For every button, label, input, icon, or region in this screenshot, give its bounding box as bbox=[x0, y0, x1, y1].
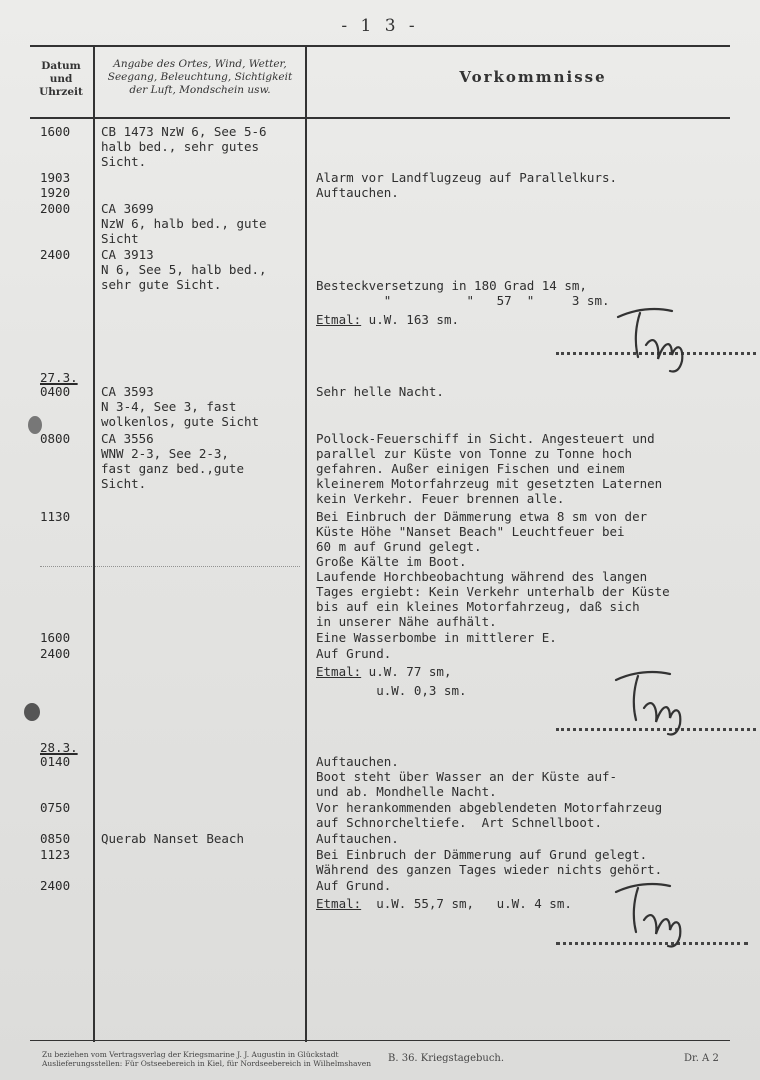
event-entry: Sehr helle Nacht. bbox=[316, 384, 444, 399]
separator-dots bbox=[40, 566, 300, 567]
location-entry: CA 3913 N 6, See 5, halb bed., sehr gute Sicht. bbox=[101, 247, 267, 292]
location-entry: CA 3699 NzW 6, halb bed., gute Sicht bbox=[101, 201, 267, 246]
header-angabe-line: Seegang, Beleuchtung, Sichtigkeit bbox=[107, 71, 293, 83]
date-entry: 27.3. bbox=[40, 370, 78, 385]
etmal-line bbox=[316, 661, 467, 699]
footer-publisher: Zu beziehen vom Vertragsverlag der Kriegsmarine J. J. Augustin in Glückstadt Auslieferungsstellen: Für Ostseebereich in Kiel, für Nordseebereich in Wilhelmshaven bbox=[42, 1050, 372, 1068]
signature bbox=[608, 668, 698, 738]
signature bbox=[610, 305, 700, 375]
header-angabe bbox=[95, 58, 305, 97]
event-entry: Pollock-Feuerschiff in Sicht. Angesteuert und parallel zur Küste von Tonne zu Tonne hoch gefahren. Außer einigen Fischen und einem kleinerem Motorfahrzeug mit gesetzten Laternen kein Verkehr. Feuer brennen alle. bbox=[316, 431, 663, 506]
header-vorkommnisse: Vorkommnisse bbox=[459, 68, 607, 86]
event-entry: Vor herankommenden abgeblendeten Motorfahrzeug auf Schnorcheltiefe. Art Schnellboot. bbox=[316, 800, 663, 830]
time-entry: 1903 bbox=[40, 170, 71, 185]
event-entry: Eine Wasserbombe in mittlerer E. bbox=[316, 630, 557, 645]
etmal-label: Etmal: bbox=[316, 312, 362, 327]
time-entry: 2400 bbox=[40, 878, 71, 893]
time-entry: 1600 bbox=[40, 630, 71, 645]
time-entry: 1600 bbox=[40, 124, 71, 139]
punch-hole bbox=[28, 416, 42, 434]
event-entry: Bei Einbruch der Dämmerung auf Grund gelegt. Während des ganzen Tages wieder nichts gehört. bbox=[316, 847, 663, 877]
header-datum-line: Datum bbox=[41, 60, 81, 72]
event-entry: Besteckversetzung in 180 Grad 14 sm, " " 57 " 3 sm. bbox=[316, 278, 610, 308]
column-rule-1 bbox=[93, 46, 95, 1042]
footer-form-number: B. 36. Kriegstagebuch. bbox=[388, 1053, 505, 1064]
header-bottom-rule bbox=[30, 117, 730, 119]
location-entry: CA 3556 WNW 2-3, See 2-3, fast ganz bed.,gute Sicht. bbox=[101, 431, 244, 491]
time-entry: 2400 bbox=[40, 646, 71, 661]
etmal-value: u.W. 77 sm, u.W. 0,3 sm. bbox=[368, 664, 467, 698]
etmal-value: u.W. 55,7 sm, u.W. 4 sm. bbox=[361, 896, 572, 911]
event-entry: Alarm vor Landflugzeug auf Parallelkurs. bbox=[316, 170, 618, 185]
punch-hole bbox=[24, 703, 40, 721]
event-entry: Bei Einbruch der Dämmerung etwa 8 sm von der Küste Höhe "Nanset Beach" Leuchtfeuer bei 60 m auf Grund gelegt. Große Kälte im Boot. Laufende Horchbeobachtung während des langen Tages ergiebt: Kein Verkehr unterhalb der Küste bis auf ein kleines Motorfahrzeug, daß sich in unserer Nähe aufhält. bbox=[316, 509, 670, 629]
time-entry: 0140 bbox=[40, 754, 71, 769]
time-entry: 1123 bbox=[40, 847, 71, 862]
etmal-line bbox=[316, 893, 572, 912]
time-entry: 1130 bbox=[40, 509, 71, 524]
header-top-rule bbox=[30, 45, 730, 47]
time-entry: 1920 bbox=[40, 185, 71, 200]
etmal-label: Etmal: bbox=[316, 664, 362, 679]
header-datum-line: Uhrzeit bbox=[39, 86, 83, 98]
event-entry: Auf Grund. bbox=[316, 878, 392, 893]
header-datum-line: und bbox=[49, 73, 73, 85]
time-entry: 0800 bbox=[40, 431, 71, 446]
header-angabe-line: der Luft, Mondschein usw. bbox=[129, 84, 271, 96]
time-entry: 0750 bbox=[40, 800, 71, 815]
location-entry: Querab Nanset Beach bbox=[101, 831, 244, 846]
header-angabe-line: Angabe des Ortes, Wind, Wetter, bbox=[113, 58, 287, 70]
event-entry: Auf Grund. bbox=[316, 646, 392, 661]
time-entry: 0850 bbox=[40, 831, 71, 846]
footer-code: Dr. A 2 bbox=[684, 1053, 719, 1064]
location-entry: CA 3593 N 3-4, See 3, fast wolkenlos, gute Sicht bbox=[101, 384, 260, 429]
date-entry: 28.3. bbox=[40, 740, 78, 755]
etmal-value: u.W. 163 sm. bbox=[361, 312, 459, 327]
time-entry: 0400 bbox=[40, 384, 71, 399]
event-entry: Auftauchen. bbox=[316, 185, 399, 200]
signature bbox=[608, 880, 698, 950]
event-entry: Auftauchen. Boot steht über Wasser an der Küste auf- und ab. Mondhelle Nacht. bbox=[316, 754, 618, 799]
etmal-line bbox=[316, 309, 459, 328]
page-number: - 1 3 - bbox=[341, 16, 419, 36]
column-rule-2 bbox=[305, 46, 307, 1042]
etmal-label: Etmal: bbox=[316, 896, 362, 911]
location-entry: CB 1473 NzW 6, See 5-6 halb bed., sehr gutes Sicht. bbox=[101, 124, 267, 169]
footer-rule bbox=[30, 1040, 730, 1041]
time-entry: 2000 bbox=[40, 201, 71, 216]
event-entry: Auftauchen. bbox=[316, 831, 399, 846]
header-datum bbox=[30, 60, 92, 99]
time-entry: 2400 bbox=[40, 247, 71, 262]
